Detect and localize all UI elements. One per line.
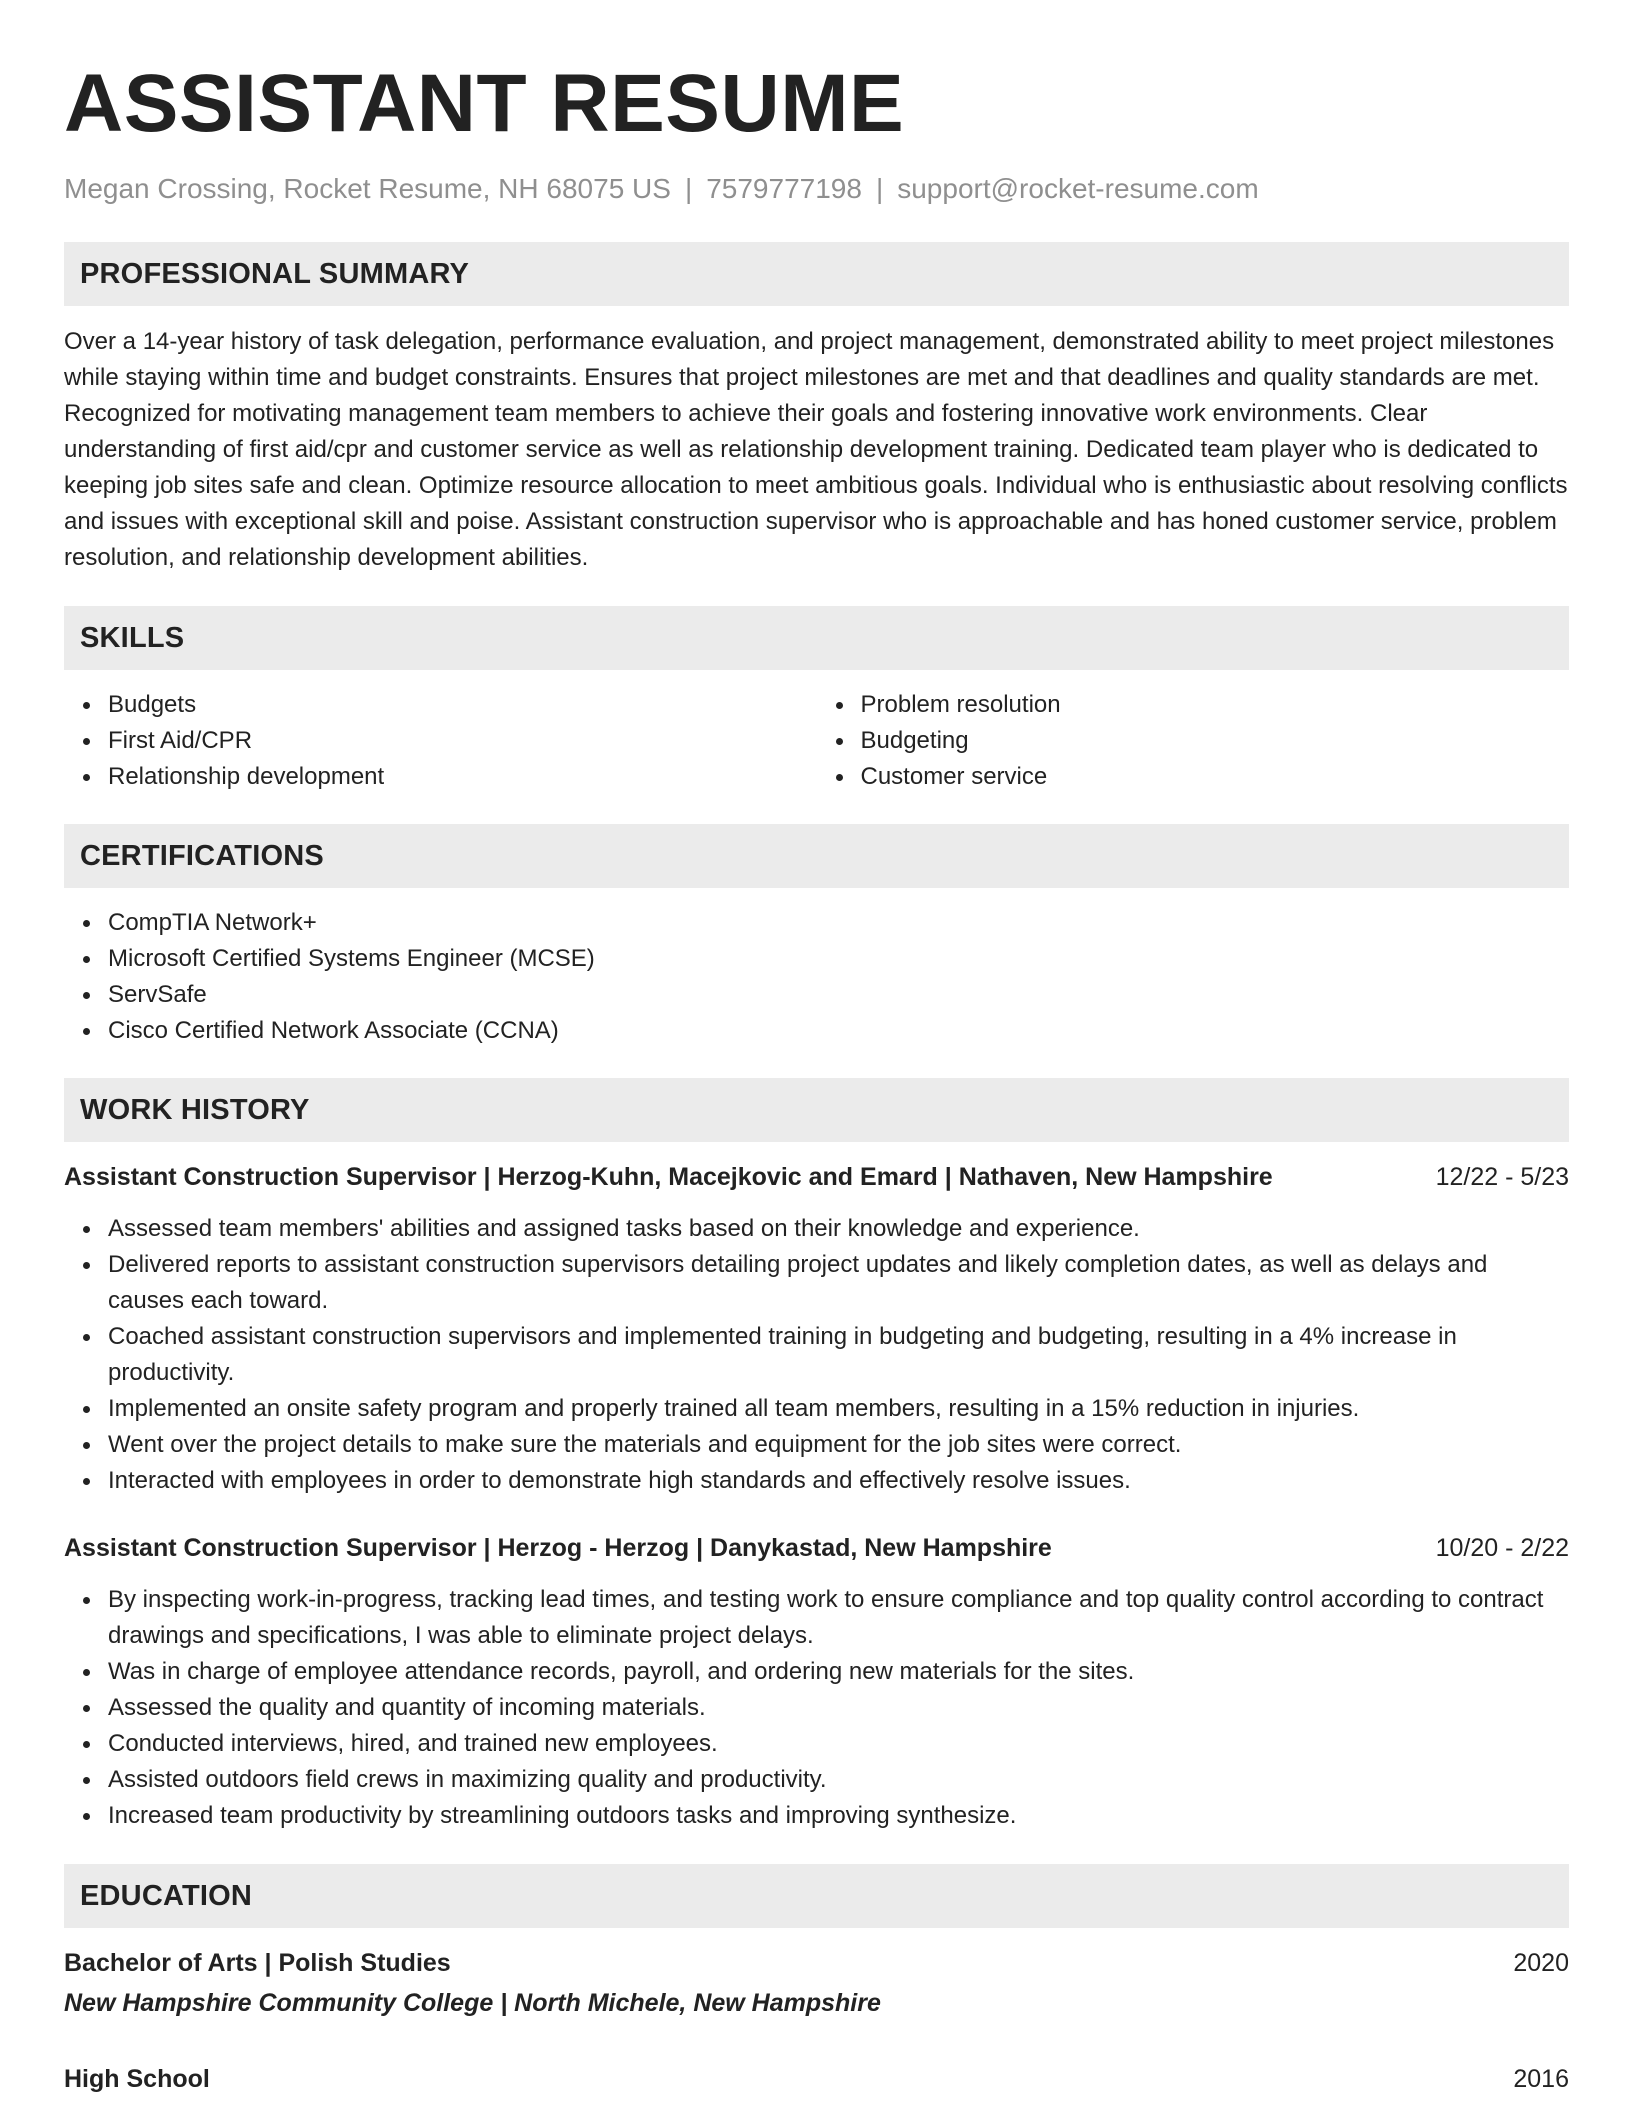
education-year: 2016	[1513, 2065, 1569, 2093]
job-header	[64, 1531, 1569, 1565]
job-title: Assistant Construction Supervisor | Herzog - Herzog | Danykastad, New Hampshire	[64, 1534, 1052, 1562]
job-bullet: Assessed the quality and quantity of incoming materials.	[108, 1690, 1569, 1726]
job-bullets	[64, 1582, 1569, 1834]
skill-item: Customer service	[861, 759, 1570, 795]
job-entry	[64, 1160, 1569, 1499]
job-dates: 10/20 - 2/22	[1435, 1534, 1569, 1562]
certification-item: Cisco Certified Network Associate (CCNA)	[108, 1013, 1569, 1049]
education-year: 2020	[1513, 1949, 1569, 1977]
skill-item: Problem resolution	[861, 687, 1570, 723]
job-dates: 12/22 - 5/23	[1435, 1163, 1569, 1191]
skill-item: Budgets	[108, 687, 817, 723]
job-entry	[64, 1531, 1569, 1834]
job-bullet: Interacted with employees in order to demonstrate high standards and effectively resolve issues.	[108, 1463, 1569, 1499]
job-bullet: Coached assistant construction supervisors and implemented training in budgeting and budgeting, resulting in a 4% increase in productivity.	[108, 1319, 1569, 1391]
contact-separator: |	[684, 173, 693, 204]
certification-item: ServSafe	[108, 977, 1569, 1013]
job-bullet: Delivered reports to assistant construction supervisors detailing project updates and likely completion dates, as well as delays and causes each toward.	[108, 1247, 1569, 1319]
skill-item: Budgeting	[861, 723, 1570, 759]
education-entry	[64, 1946, 1569, 2020]
skill-item: Relationship development	[108, 759, 817, 795]
job-title: Assistant Construction Supervisor | Herzog-Kuhn, Macejkovic and Emard | Nathaven, New Hampshire	[64, 1163, 1273, 1191]
education-header	[64, 1946, 1569, 1980]
section-heading-summary: PROFESSIONAL SUMMARY	[64, 242, 1569, 306]
job-bullet: Increased team productivity by streamlining outdoors tasks and improving synthesize.	[108, 1798, 1569, 1834]
job-bullet: Went over the project details to make sure the materials and equipment for the job sites were correct.	[108, 1427, 1569, 1463]
summary-text: Over a 14-year history of task delegation, performance evaluation, and project management, demonstrated ability to meet project milestones while staying within time and budget constraints. Ensures that project milestones are met and that deadlines and quality standards are met. Recognized for motivating management team members to achieve their goals and fostering innovative work environments. Clear understanding of first aid/cpr and customer service as well as relationship development training. Dedicated team player who is dedicated to keeping job sites safe and clean. Optimize resource allocation to meet ambitious goals. Individual who is enthusiastic about resolving conflicts and issues with exceptional skill and poise. Assistant construction supervisor who is approachable and has honed customer service, problem resolution, and relationship development abilities.	[64, 328, 1568, 571]
section-heading-certifications: CERTIFICATIONS	[64, 824, 1569, 888]
job-bullets	[64, 1211, 1569, 1499]
certifications-list	[64, 905, 1569, 1049]
skills-list-right	[817, 687, 1570, 795]
job-bullet: Assisted outdoors field crews in maximizing quality and productivity.	[108, 1762, 1569, 1798]
contact-separator: |	[875, 173, 884, 204]
contact-address: Megan Crossing, Rocket Resume, NH 68075 US	[64, 173, 671, 204]
resume-title: ASSISTANT RESUME	[64, 58, 905, 149]
education-degree: Bachelor of Arts | Polish Studies	[64, 1949, 451, 1977]
skills-list-left	[64, 687, 817, 795]
skill-item: First Aid/CPR	[108, 723, 817, 759]
job-bullet: By inspecting work-in-progress, tracking lead times, and testing work to ensure compliance and top quality control according to contract drawings and specifications, I was able to eliminate project delays.	[108, 1582, 1569, 1654]
job-bullet: Assessed team members' abilities and assigned tasks based on their knowledge and experience.	[108, 1211, 1569, 1247]
contact-email: support@rocket-resume.com	[897, 173, 1259, 204]
education-school: New Hampshire Community College | North Michele, New Hampshire	[64, 1989, 881, 2017]
education-header	[64, 2062, 1569, 2096]
section-heading-work-history: WORK HISTORY	[64, 1078, 1569, 1142]
job-bullet: Was in charge of employee attendance records, payroll, and ordering new materials for the sites.	[108, 1654, 1569, 1690]
job-bullet: Implemented an onsite safety program and properly trained all team members, resulting in a 15% reduction in injuries.	[108, 1391, 1569, 1427]
education-degree: High School	[64, 2065, 210, 2093]
contact-line	[64, 172, 1569, 206]
job-bullet: Conducted interviews, hired, and trained new employees.	[108, 1726, 1569, 1762]
certification-item: CompTIA Network+	[108, 905, 1569, 941]
skills-grid	[64, 687, 1569, 795]
contact-phone: 7579777198	[706, 173, 862, 204]
section-heading-skills: SKILLS	[64, 606, 1569, 670]
education-entry	[64, 2062, 1569, 2096]
job-header	[64, 1160, 1569, 1194]
section-heading-education: EDUCATION	[64, 1864, 1569, 1928]
certification-item: Microsoft Certified Systems Engineer (MCSE)	[108, 941, 1569, 977]
